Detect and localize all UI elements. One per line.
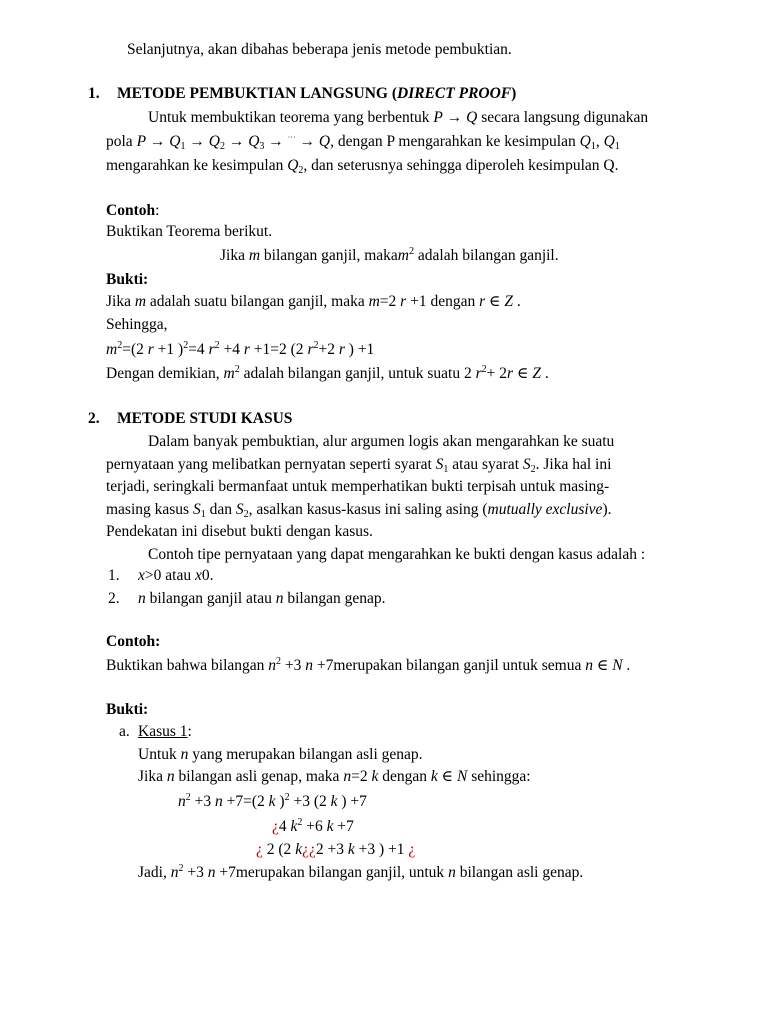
section-2-number: 2. — [88, 410, 100, 427]
s2-para-line-3: terjadi, seringkali bermanfaat untuk memperhatikan bukti terpisah untuk masing- — [106, 478, 610, 495]
s1-buktikan: Buktikan Teorema berikut. — [106, 223, 273, 240]
s2-bukti-label: Bukti: — [106, 701, 149, 718]
s2-para-line-2: pernyataan yang melibatkan pernyatan seperti syarat $S_1$ atau syarat $S_2$. Jika hal ini — [106, 456, 612, 475]
s1-theorem: Jika m bilangan ganjil, makam$^2$ adalah bilangan ganjil. — [220, 246, 559, 264]
s1-para-line-1: Untuk membuktikan teorema yang berbentuk P → Q secara langsung digunakan — [148, 109, 649, 126]
s1-sehingga: Sehingga, — [106, 316, 168, 333]
case-1-eq-1: $n^2 +3$ n +7=(2 k )$^2$ +3 (2 k ) +7 — [178, 792, 367, 810]
s2-para-line-5: Pendekatan ini disebut bukti dengan kasus. — [106, 523, 373, 540]
s1-para-line-2: pola $P \to Q_1 \to Q_2 \to Q_3 \to ^{\cdot\cdot\cdot} \to Q$, dengan P mengarahkan ke kesimpulan $Q_1$, $Q_1$ — [106, 133, 620, 152]
s2-para-line-6: Contoh tipe pernyataan yang dapat mengarahkan ke bukti dengan kasus adalah : — [148, 546, 646, 563]
section-1-title: METODE PEMBUKTIAN LANGSUNG (DIRECT PROOF) — [117, 85, 517, 102]
case-1-title: Kasus 1: — [138, 723, 192, 740]
s2-contoh-label: Contoh: — [106, 633, 161, 650]
list-item-2: n bilangan ganjil atau n bilangan genap. — [138, 590, 386, 607]
s1-bukti-line-1: Jika m adalah suatu bilangan ganjil, maka m=2 r +1 dengan r ∈ Z . — [106, 293, 521, 310]
s2-para-line-4: masing kasus $S_1$ dan $S_2$, asalkan kasus-kasus ini saling asing (mutually exclusive). — [106, 501, 612, 520]
list-item-1-number: 1. — [108, 567, 120, 584]
s1-bukti-label: Bukti: — [106, 271, 149, 288]
case-1-line-1: Untuk n yang merupakan bilangan asli genap. — [138, 746, 423, 763]
case-1-conclusion: Jadi, $n^2 +3$ n +7merupakan bilangan ganjil, untuk n bilangan asli genap. — [138, 863, 584, 881]
s2-para-line-1: Dalam banyak pembuktian, alur argumen logis akan mengarahkan ke suatu — [148, 433, 615, 450]
intro-text: Selanjutnya, akan dibahas beberapa jenis metode pembuktian. — [127, 41, 512, 58]
section-1-number: 1. — [88, 85, 100, 102]
s2-example: Buktikan bahwa bilangan $n^2 +3$ n +7merupakan bilangan ganjil untuk semua n ∈ N . — [106, 656, 631, 674]
s1-para-line-3: mengarahkan ke kesimpulan $Q_2$, dan seterusnya sehingga diperoleh kesimpulan Q. — [106, 157, 619, 176]
s1-equation: $m^2=(2$ r +1 )$^2$=4 $r^2 +4$ r +1=2 (2 $r^2+2$ r ) +1 — [106, 340, 375, 358]
list-item-2-number: 2. — [108, 590, 120, 607]
case-1-line-2: Jika n bilangan asli genap, maka n=2 k dengan k ∈ N sehingga: — [138, 768, 531, 785]
case-1-eq-3: ¿ 2 (2 k¿¿2 +3 k +3 ) +1 ¿ — [256, 841, 416, 858]
case-1-eq-2: ¿4 $k^2 +6$ k +7 — [272, 817, 354, 835]
s1-conclusion: Dengan demikian, $m^2$ adalah bilangan ganjil, untuk suatu 2 $r^2+ 2r$ ∈ Z . — [106, 364, 549, 382]
case-a-label: a. — [119, 723, 130, 740]
s1-contoh-label: Contoh: — [106, 202, 160, 219]
list-item-1: x>0 atau x0. — [138, 567, 214, 584]
section-2-title: METODE STUDI KASUS — [117, 410, 293, 427]
